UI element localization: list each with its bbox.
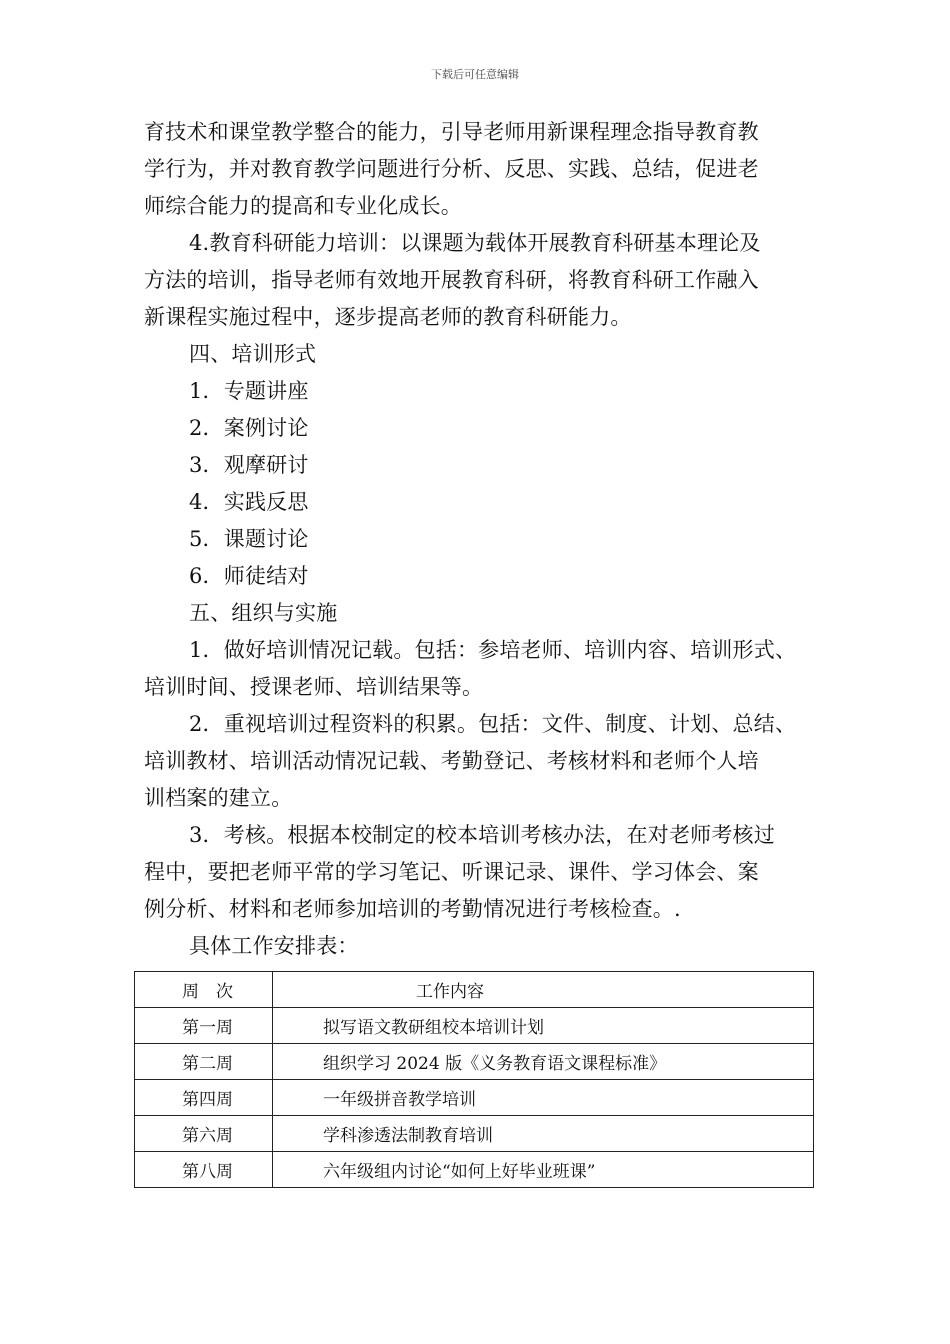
- content-label: 学科渗透法制教育培训: [323, 1126, 493, 1146]
- week-cell: [135, 1152, 273, 1188]
- week-label: 第二周: [182, 1054, 233, 1074]
- header-week-label: 周 次: [182, 982, 233, 1002]
- week-cell: [135, 1116, 273, 1152]
- content-cell: [273, 1152, 814, 1188]
- week-cell: [135, 1044, 273, 1080]
- week-label: 第六周: [182, 1126, 233, 1146]
- paragraph-line: 1．做好培训情况记载。包括：参培老师、培训内容、培训形式、: [189, 638, 797, 662]
- table-header-row: [135, 972, 814, 1008]
- content-cell: [273, 1008, 814, 1044]
- table-row: [135, 1080, 814, 1116]
- paragraph-line: 培训时间、授课老师、培训结果等。: [144, 675, 484, 699]
- week-cell: [135, 1008, 273, 1044]
- header-content-label: 工作内容: [416, 982, 484, 1002]
- week-label: 第八周: [182, 1162, 233, 1182]
- schedule-table: [134, 971, 814, 1188]
- content-label: 六年级组内讨论“如何上好毕业班课”: [323, 1162, 596, 1182]
- list-item: 4．实践反思: [189, 490, 309, 514]
- content-cell: [273, 1044, 814, 1080]
- table-row: [135, 1116, 814, 1152]
- list-item: 1．专题讲座: [189, 379, 309, 403]
- content-label: 拟写语文教研组校本培训计划: [323, 1018, 544, 1038]
- paragraph-line: 新课程实施过程中，逐步提高老师的教育科研能力。: [144, 305, 632, 329]
- list-item: 5．课题讨论: [189, 527, 309, 551]
- paragraph-line: 例分析、材料和老师参加培训的考勤情况进行考核检查。.: [144, 897, 681, 921]
- content-cell: [273, 1116, 814, 1152]
- paragraph-line: 3．考核。根据本校制定的校本培训考核办法，在对老师考核过: [189, 823, 775, 847]
- section-heading: 五、组织与实施: [189, 601, 338, 625]
- paragraph-line: 方法的培训，指导老师有效地开展教育科研，将教育科研工作融入: [144, 268, 759, 292]
- table-caption: 具体工作安排表：: [189, 934, 359, 958]
- content-label: 组织学习 2024 版《义务教育语文课程标准》: [323, 1054, 667, 1074]
- paragraph-line: 程中，要把老师平常的学习笔记、听课记录、课件、学习体会、案: [144, 860, 759, 884]
- week-label: 第四周: [182, 1090, 233, 1110]
- list-item: 3．观摩研讨: [189, 453, 309, 477]
- table-row: [135, 1008, 814, 1044]
- paragraph-line: 师综合能力的提高和专业化成长。: [144, 194, 462, 218]
- content-label: 一年级拼音教学培训: [323, 1090, 476, 1110]
- content-cell: [273, 1080, 814, 1116]
- week-label: 第一周: [182, 1018, 233, 1038]
- header-cell-week: [135, 972, 273, 1008]
- page-header-note: 下载后可任意编辑: [431, 68, 519, 81]
- table-row: [135, 1152, 814, 1188]
- paragraph-line: 训档案的建立。: [144, 786, 293, 810]
- list-item: 2．案例讨论: [189, 416, 309, 440]
- header-cell-content: [273, 972, 814, 1008]
- week-cell: [135, 1080, 273, 1116]
- paragraph-line: 4.教育科研能力培训：以课题为载体开展教育科研基本理论及: [189, 231, 761, 255]
- table-row: [135, 1044, 814, 1080]
- paragraph-line: 培训教材、培训活动情况记载、考勤登记、考核材料和老师个人培: [144, 749, 759, 773]
- section-heading: 四、培训形式: [189, 342, 317, 366]
- list-item: 6．师徒结对: [189, 564, 309, 588]
- paragraph-line: 2．重视培训过程资料的积累。包括：文件、制度、计划、总结、: [189, 712, 797, 736]
- paragraph-line: 育技术和课堂教学整合的能力，引导老师用新课程理念指导教育教: [144, 120, 759, 144]
- paragraph-line: 学行为，并对教育教学问题进行分析、反思、实践、总结，促进老: [144, 157, 759, 181]
